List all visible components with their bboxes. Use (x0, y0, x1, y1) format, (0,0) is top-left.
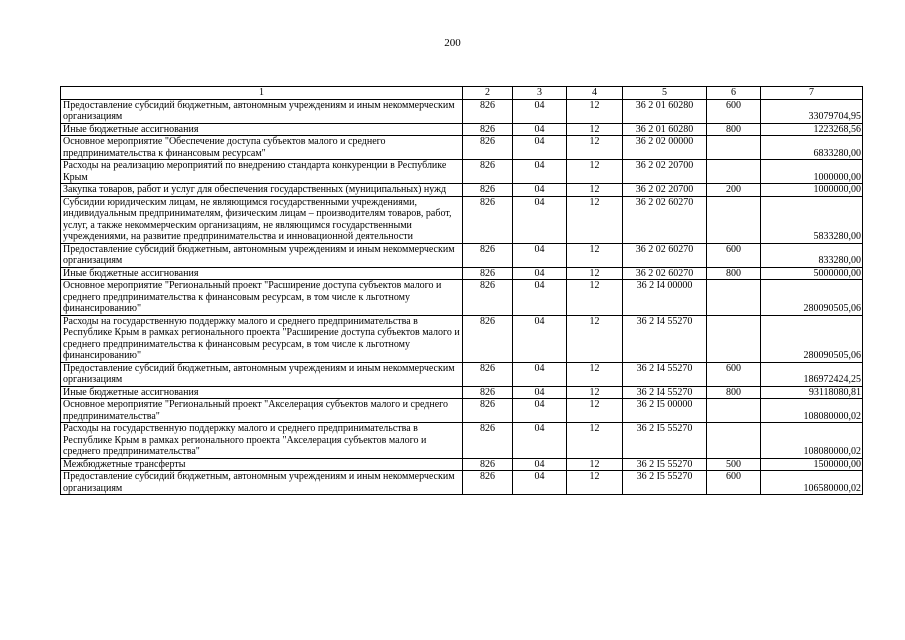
table-row (61, 160, 863, 184)
row-name-cell: Расходы на государственную поддержку малого и среднего предпринимательства в Республике Крым в рамках регионального проекта "Расширение доступа субъектов малого и среднего предпринимательства к финансовым ресурсам, в том числе к льготному финансированию" (61, 315, 463, 362)
row-subsection-cell: 12 (567, 196, 623, 243)
row-section-cell: 04 (513, 136, 567, 160)
row-section-cell: 04 (513, 280, 567, 316)
row-code-cell: 826 (463, 471, 513, 495)
row-name-cell: Расходы на государственную поддержку малого и среднего предпринимательства в Республике Крым в рамках регионального проекта "Акселерация субъектов малого и среднего предпринимательства" (61, 423, 463, 459)
row-amount-cell: 833280,00 (761, 243, 863, 267)
row-expense-type-cell: 600 (707, 243, 761, 267)
row-name-cell: Предоставление субсидий бюджетным, автономным учреждениям и иным некоммерческим организациям (61, 362, 463, 386)
table-row (61, 362, 863, 386)
row-amount-cell: 5000000,00 (761, 267, 863, 280)
header-cell: 3 (513, 87, 567, 100)
row-expense-type-cell (707, 280, 761, 316)
row-section-cell: 04 (513, 362, 567, 386)
row-expense-type-cell (707, 399, 761, 423)
row-amount-cell: 33079704,95 (761, 99, 863, 123)
row-section-cell: 04 (513, 123, 567, 136)
row-amount-cell: 1500000,00 (761, 458, 863, 471)
row-subsection-cell: 12 (567, 267, 623, 280)
row-target-article-cell: 36 2 I5 00000 (623, 399, 707, 423)
row-code-cell: 826 (463, 99, 513, 123)
row-expense-type-cell: 500 (707, 458, 761, 471)
table-row (61, 423, 863, 459)
table-row (61, 123, 863, 136)
row-expense-type-cell: 600 (707, 471, 761, 495)
row-name-cell: Закупка товаров, работ и услуг для обеспечения государственных (муниципальных) нужд (61, 184, 463, 197)
row-subsection-cell: 12 (567, 399, 623, 423)
row-target-article-cell: 36 2 I4 55270 (623, 315, 707, 362)
row-amount-cell: 1000000,00 (761, 184, 863, 197)
row-target-article-cell: 36 2 01 60280 (623, 123, 707, 136)
row-section-cell: 04 (513, 315, 567, 362)
row-amount-cell: 108080000,02 (761, 423, 863, 459)
row-amount-cell: 108080000,02 (761, 399, 863, 423)
header-cell: 1 (61, 87, 463, 100)
row-subsection-cell: 12 (567, 423, 623, 459)
row-target-article-cell: 36 2 I4 55270 (623, 386, 707, 399)
table-row (61, 99, 863, 123)
row-target-article-cell: 36 2 I5 55270 (623, 458, 707, 471)
row-expense-type-cell (707, 196, 761, 243)
table-row (61, 184, 863, 197)
row-subsection-cell: 12 (567, 184, 623, 197)
header-cell: 6 (707, 87, 761, 100)
row-code-cell: 826 (463, 315, 513, 362)
row-section-cell: 04 (513, 471, 567, 495)
row-code-cell: 826 (463, 160, 513, 184)
header-cell: 2 (463, 87, 513, 100)
table-row (61, 471, 863, 495)
row-code-cell: 826 (463, 423, 513, 459)
row-subsection-cell: 12 (567, 458, 623, 471)
row-section-cell: 04 (513, 160, 567, 184)
row-amount-cell: 93118080,81 (761, 386, 863, 399)
header-cell: 7 (761, 87, 863, 100)
row-section-cell: 04 (513, 99, 567, 123)
table-row (61, 458, 863, 471)
row-expense-type-cell: 800 (707, 386, 761, 399)
row-subsection-cell: 12 (567, 386, 623, 399)
row-target-article-cell: 36 2 02 60270 (623, 196, 707, 243)
header-cell: 4 (567, 87, 623, 100)
row-subsection-cell: 12 (567, 99, 623, 123)
row-target-article-cell: 36 2 01 60280 (623, 99, 707, 123)
row-target-article-cell: 36 2 02 00000 (623, 136, 707, 160)
table-row (61, 243, 863, 267)
row-code-cell: 826 (463, 399, 513, 423)
row-target-article-cell: 36 2 I5 55270 (623, 471, 707, 495)
row-expense-type-cell (707, 160, 761, 184)
row-name-cell: Основное мероприятие "Региональный проект "Акселерация субъектов малого и среднего предпринимательства" (61, 399, 463, 423)
row-subsection-cell: 12 (567, 136, 623, 160)
header-cell: 5 (623, 87, 707, 100)
row-subsection-cell: 12 (567, 315, 623, 362)
row-amount-cell: 5833280,00 (761, 196, 863, 243)
row-name-cell: Межбюджетные трансферты (61, 458, 463, 471)
row-subsection-cell: 12 (567, 362, 623, 386)
table-row (61, 280, 863, 316)
row-expense-type-cell: 800 (707, 123, 761, 136)
row-amount-cell: 186972424,25 (761, 362, 863, 386)
row-target-article-cell: 36 2 I4 55270 (623, 362, 707, 386)
row-section-cell: 04 (513, 458, 567, 471)
table-row (61, 267, 863, 280)
row-name-cell: Иные бюджетные ассигнования (61, 386, 463, 399)
row-name-cell: Основное мероприятие "Региональный проект "Расширение доступа субъектов малого и среднего предпринимательства к финансовым ресурсам, в том числе к льготному финансированию" (61, 280, 463, 316)
row-target-article-cell: 36 2 02 20700 (623, 160, 707, 184)
row-name-cell: Иные бюджетные ассигнования (61, 267, 463, 280)
row-amount-cell: 1000000,00 (761, 160, 863, 184)
row-code-cell: 826 (463, 123, 513, 136)
row-amount-cell: 106580000,02 (761, 471, 863, 495)
row-expense-type-cell: 200 (707, 184, 761, 197)
table-header-row (61, 87, 863, 100)
row-subsection-cell: 12 (567, 471, 623, 495)
row-code-cell: 826 (463, 196, 513, 243)
row-name-cell: Предоставление субсидий бюджетным, автономным учреждениям и иным некоммерческим организациям (61, 471, 463, 495)
table-row (61, 399, 863, 423)
table-row (61, 386, 863, 399)
row-subsection-cell: 12 (567, 123, 623, 136)
row-code-cell: 826 (463, 386, 513, 399)
row-target-article-cell: 36 2 02 60270 (623, 243, 707, 267)
row-section-cell: 04 (513, 399, 567, 423)
row-name-cell: Субсидии юридическим лицам, не являющимся государственными учреждениями, индивидуальным предпринимателям, физическим лицам – производителям товаров, работ, услуг, а также некоммерческим организациям, не являющимся государственными учреждениями, на развитие предпринимательства и инновационной деятельности (61, 196, 463, 243)
row-code-cell: 826 (463, 184, 513, 197)
row-section-cell: 04 (513, 196, 567, 243)
row-amount-cell: 280090505,06 (761, 280, 863, 316)
row-name-cell: Основное мероприятие "Обеспечение доступа субъектов малого и среднего предпринимательства к финансовым ресурсам" (61, 136, 463, 160)
row-expense-type-cell: 800 (707, 267, 761, 280)
row-expense-type-cell: 600 (707, 362, 761, 386)
row-subsection-cell: 12 (567, 280, 623, 316)
row-code-cell: 826 (463, 136, 513, 160)
row-expense-type-cell (707, 136, 761, 160)
row-code-cell: 826 (463, 267, 513, 280)
page-number: 200 (444, 37, 461, 49)
row-code-cell: 826 (463, 362, 513, 386)
row-name-cell: Расходы на реализацию мероприятий по внедрению стандарта конкуренции в Республике Крым (61, 160, 463, 184)
row-subsection-cell: 12 (567, 160, 623, 184)
row-amount-cell: 6833280,00 (761, 136, 863, 160)
budget-table (60, 86, 863, 495)
row-name-cell: Иные бюджетные ассигнования (61, 123, 463, 136)
table-row (61, 315, 863, 362)
row-code-cell: 826 (463, 280, 513, 316)
row-target-article-cell: 36 2 I5 55270 (623, 423, 707, 459)
table-row (61, 136, 863, 160)
row-name-cell: Предоставление субсидий бюджетным, автономным учреждениям и иным некоммерческим организациям (61, 99, 463, 123)
row-subsection-cell: 12 (567, 243, 623, 267)
row-section-cell: 04 (513, 423, 567, 459)
row-section-cell: 04 (513, 243, 567, 267)
row-code-cell: 826 (463, 458, 513, 471)
row-section-cell: 04 (513, 386, 567, 399)
row-amount-cell: 280090505,06 (761, 315, 863, 362)
row-code-cell: 826 (463, 243, 513, 267)
row-target-article-cell: 36 2 02 20700 (623, 184, 707, 197)
row-section-cell: 04 (513, 184, 567, 197)
row-target-article-cell: 36 2 I4 00000 (623, 280, 707, 316)
row-section-cell: 04 (513, 267, 567, 280)
row-expense-type-cell: 600 (707, 99, 761, 123)
row-amount-cell: 1223268,56 (761, 123, 863, 136)
row-target-article-cell: 36 2 02 60270 (623, 267, 707, 280)
table-row (61, 196, 863, 243)
row-name-cell: Предоставление субсидий бюджетным, автономным учреждениям и иным некоммерческим организациям (61, 243, 463, 267)
row-expense-type-cell (707, 423, 761, 459)
row-expense-type-cell (707, 315, 761, 362)
